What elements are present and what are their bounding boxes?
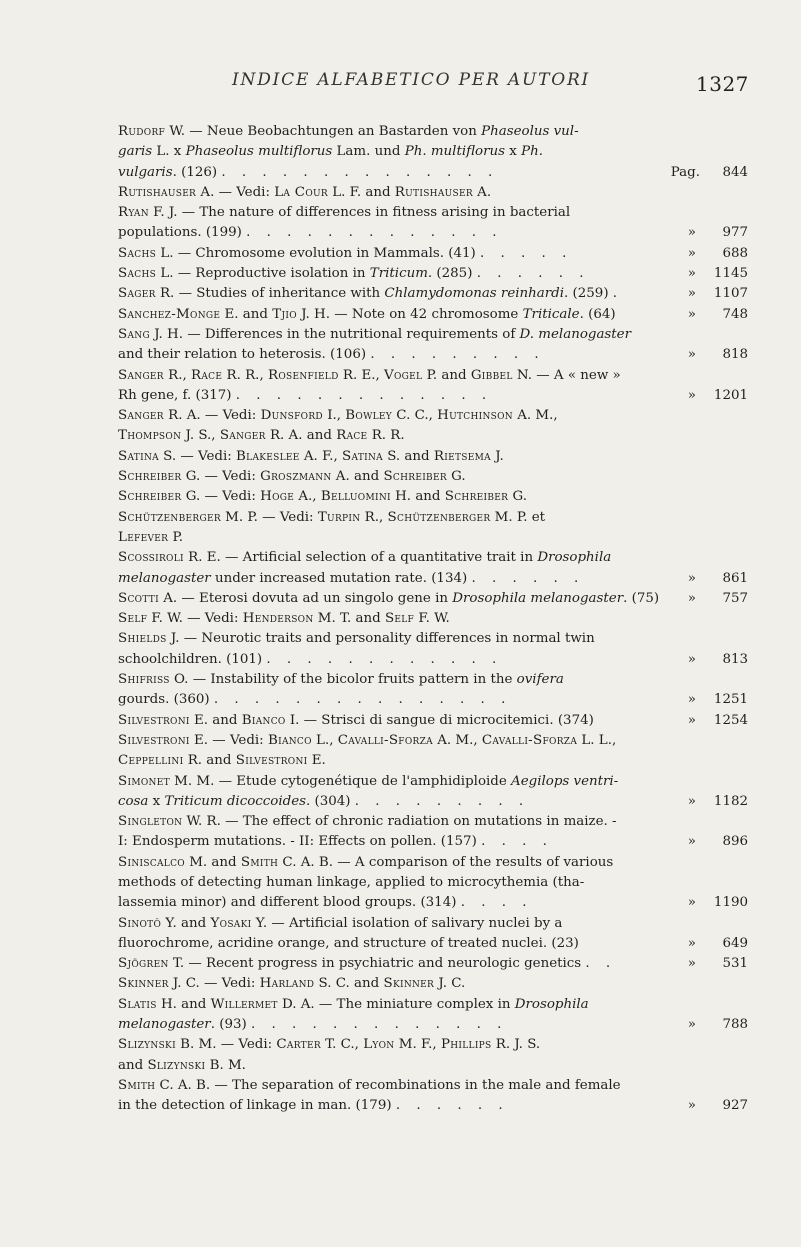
- index-entry: [118, 122, 748, 183]
- page-ref-number: 1251: [713, 692, 748, 708]
- entry-line: cosa x Triticum dicoccoides. (304) . . . . . . . . . » 1182: [138, 792, 738, 812]
- page-ref-number: 1107: [713, 286, 748, 302]
- entry-line: in the detection of linkage in man. (179) . . . . . . » 927: [138, 1096, 738, 1116]
- entry-line: populations. (199) . . . . . . . . . . . . . » 977: [138, 223, 738, 243]
- index-entry: [118, 366, 748, 407]
- entry-line: Thompson J. S., Sanger R. A. and Race R. R.: [118, 428, 405, 444]
- entry-line: fluorochrome, acridine orange, and structure of treated nuclei. (23) » 649: [138, 934, 738, 954]
- page-ref-number: 688: [722, 245, 748, 261]
- index-entry: [118, 954, 748, 974]
- page-ref-number: 1254: [713, 712, 748, 728]
- index-entry: [118, 548, 748, 589]
- entry-line: Sachs L. — Chromosome evolution in Mammals. (41) . . . . . » 688: [138, 244, 738, 264]
- entry-line: and their relation to heterosis. (106) . . . . . . . . . » 818: [138, 345, 738, 365]
- entry-line: Silvestroni E. and Bianco I. — Strisci di sangue di microcitemici. (374) » 1254: [138, 711, 738, 731]
- entry-line: methods of detecting human linkage, applied to microcythemia (tha-: [118, 874, 585, 890]
- page-ref-number: 818: [722, 347, 748, 363]
- page-ref-number: 1182: [713, 793, 748, 809]
- index-entry: [118, 325, 748, 366]
- index-entry: [118, 670, 748, 711]
- entry-line: Sinotô Y. and Yosaki Y. — Artificial isolation of salivary nuclei by a: [118, 915, 563, 931]
- index-entry: [118, 629, 748, 670]
- entry-line: Rudorf W. — Neue Beobachtungen an Bastarden von Phaseolus vul-: [118, 124, 579, 139]
- index-entry: [118, 995, 748, 1036]
- entry-line: melanogaster. (93) . . . . . . . . . . . . . » 788: [138, 1015, 738, 1035]
- page-ref-number: 1190: [713, 895, 748, 911]
- entry-line: Shifriss O. — Instability of the bicolor fruits pattern in the ovifera: [118, 672, 564, 688]
- index-entry: [118, 305, 748, 325]
- entry-line: Scossiroli R. E. — Artificial selection of a quantitative trait in Drosophila: [118, 550, 612, 566]
- index-entry: [118, 203, 748, 244]
- index-entry: [118, 406, 738, 447]
- page-ref-number: 1201: [713, 387, 748, 403]
- page-ref-number: 813: [722, 651, 748, 667]
- index-entry: [118, 508, 738, 549]
- page-ref-number: 788: [722, 1017, 748, 1033]
- entry-line: vulgaris. (126) . . . . . . . . . . . . . . Pag. 844: [138, 163, 738, 183]
- entry-line: I: Endosperm mutations. - II: Effects on pollen. (157) . . . . » 896: [138, 832, 738, 852]
- entry-line: Sachs L. — Reproductive isolation in Triticum. (285) . . . . . . » 1145: [138, 264, 738, 284]
- page-ref-number: 531: [722, 956, 748, 972]
- entry-line: Sanger R., Race R. R., Rosenfield R. E., Vogel P. and Gibbel N. — A « new »: [118, 367, 621, 383]
- entry-line: Siniscalco M. and Smith C. A. B. — A comparison of the results of various: [118, 854, 614, 870]
- entry-line: Shields J. — Neurotic traits and personality differences in normal twin: [118, 631, 595, 647]
- page-ref-number: 896: [722, 834, 748, 850]
- entry-line: Sang J. H. — Differences in the nutritional requirements of D. melanogaster: [118, 326, 632, 342]
- entry-line: Rh gene, f. (317) . . . . . . . . . . . . . » 1201: [138, 386, 738, 406]
- entry-line: Schützenberger M. P. — Vedi: Turpin R., Schützenberger M. P. et: [118, 509, 546, 525]
- entry-line: and Slizynski B. M.: [118, 1057, 246, 1073]
- entry-line: garis L. x Phaseolus multiflorus Lam. und Ph. multiflorus x Ph.: [118, 144, 543, 160]
- entry-line: Scotti A. — Eterosi dovuta ad un singolo gene in Drosophila melanogaster. (75) » 757: [138, 589, 738, 609]
- entry-line: Silvestroni E. — Vedi: Bianco L., Cavalli-Sforza A. M., Cavalli-Sforza L. L.,: [118, 732, 617, 748]
- entry-line: Slizynski B. M. — Vedi: Carter T. C., Lyon M. F., Phillips R. J. S.: [118, 1037, 541, 1053]
- page-ref-number: 757: [722, 590, 748, 606]
- entry-line: gourds. (360) . . . . . . . . . . . . . . . » 1251: [138, 690, 738, 710]
- entry-line: Simonet M. M. — Etude cytogenétique de l'amphidiploide Aegilops ventri-: [118, 773, 619, 789]
- index-entry: [118, 609, 738, 629]
- entry-line: Ceppellini R. and Silvestroni E.: [118, 753, 326, 769]
- index-entry: [118, 467, 738, 487]
- index-entry: [118, 1035, 738, 1076]
- page-ref-number: 748: [722, 306, 748, 322]
- page-number: 1327: [696, 72, 749, 96]
- entry-line: Sanger R. A. — Vedi: Dunsford I., Bowley C. C., Hutchinson A. M.,: [118, 408, 558, 424]
- index-entry: [118, 731, 738, 772]
- page-header: [0, 70, 801, 98]
- page-ref-prefix: Pag.: [670, 164, 700, 180]
- index-entry: [118, 711, 748, 731]
- page-ref-number: 977: [722, 225, 748, 241]
- entry-line: Sanchez-Monge E. and Tjio J. H. — Note on 42 chromosome Triticale. (64) » 748: [138, 305, 738, 325]
- index-entry: [118, 284, 748, 304]
- index-entry: [118, 487, 738, 507]
- entry-line: Sjögren T. — Recent progress in psychiatric and neurologic genetics . . » 531: [138, 954, 738, 974]
- entry-line: Ryan F. J. — The nature of differences in fitness arising in bacterial: [118, 205, 571, 221]
- entry-line: Lefever P.: [118, 529, 184, 545]
- page-ref-number: 1145: [713, 266, 748, 282]
- entry-line: Schreiber G. — Vedi: Groszmann A. and Schreiber G.: [118, 469, 466, 485]
- entry-line: Skinner J. C. — Vedi: Harland S. C. and Skinner J. C.: [118, 976, 466, 992]
- entry-line: melanogaster under increased mutation rate. (134) . . . . . . » 861: [138, 569, 738, 589]
- index-entry: [118, 589, 748, 609]
- index-entry: [118, 1076, 748, 1117]
- index-entry: [118, 244, 748, 264]
- index-entry: [118, 772, 748, 813]
- page-ref-number: 649: [722, 935, 748, 951]
- entry-line: lassemia minor) and different blood groups. (314) . . . . » 1190: [138, 893, 738, 913]
- index-entry: [118, 853, 748, 914]
- page-ref-number: 844: [722, 164, 748, 180]
- entry-line: Self F. W. — Vedi: Henderson M. T. and Self F. W.: [118, 611, 450, 627]
- entry-line: Smith C. A. B. — The separation of recombinations in the male and female: [118, 1077, 621, 1093]
- index-entry: [118, 183, 738, 203]
- page-ref-number: 861: [722, 570, 748, 586]
- index-entry: [118, 914, 748, 955]
- entry-line: Singleton W. R. — The effect of chronic radiation on mutations in maize. -: [118, 814, 617, 830]
- author-index-list: [118, 122, 748, 1117]
- entry-line: schoolchildren. (101) . . . . . . . . . . . . » 813: [138, 650, 738, 670]
- entry-line: Satina S. — Vedi: Blakeslee A. F., Satina S. and Rietsema J.: [118, 448, 504, 464]
- entry-line: Slatis H. and Willermet D. A. — The miniature complex in Drosophila: [118, 996, 589, 1012]
- entry-line: Rutishauser A. — Vedi: La Cour L. F. and Rutishauser A.: [118, 184, 492, 200]
- index-entry: [118, 264, 748, 284]
- entry-line: Schreiber G. — Vedi: Hoge A., Belluomini H. and Schreiber G.: [118, 489, 527, 505]
- index-entry: [118, 974, 738, 994]
- page-ref-number: 927: [722, 1098, 748, 1114]
- entry-line: Sager R. — Studies of inheritance with Chlamydomonas reinhardi. (259) . » 1107: [138, 284, 738, 304]
- index-entry: [118, 447, 738, 467]
- running-title: INDICE ALFABETICO PER AUTORI: [232, 70, 591, 90]
- index-entry: [118, 812, 748, 853]
